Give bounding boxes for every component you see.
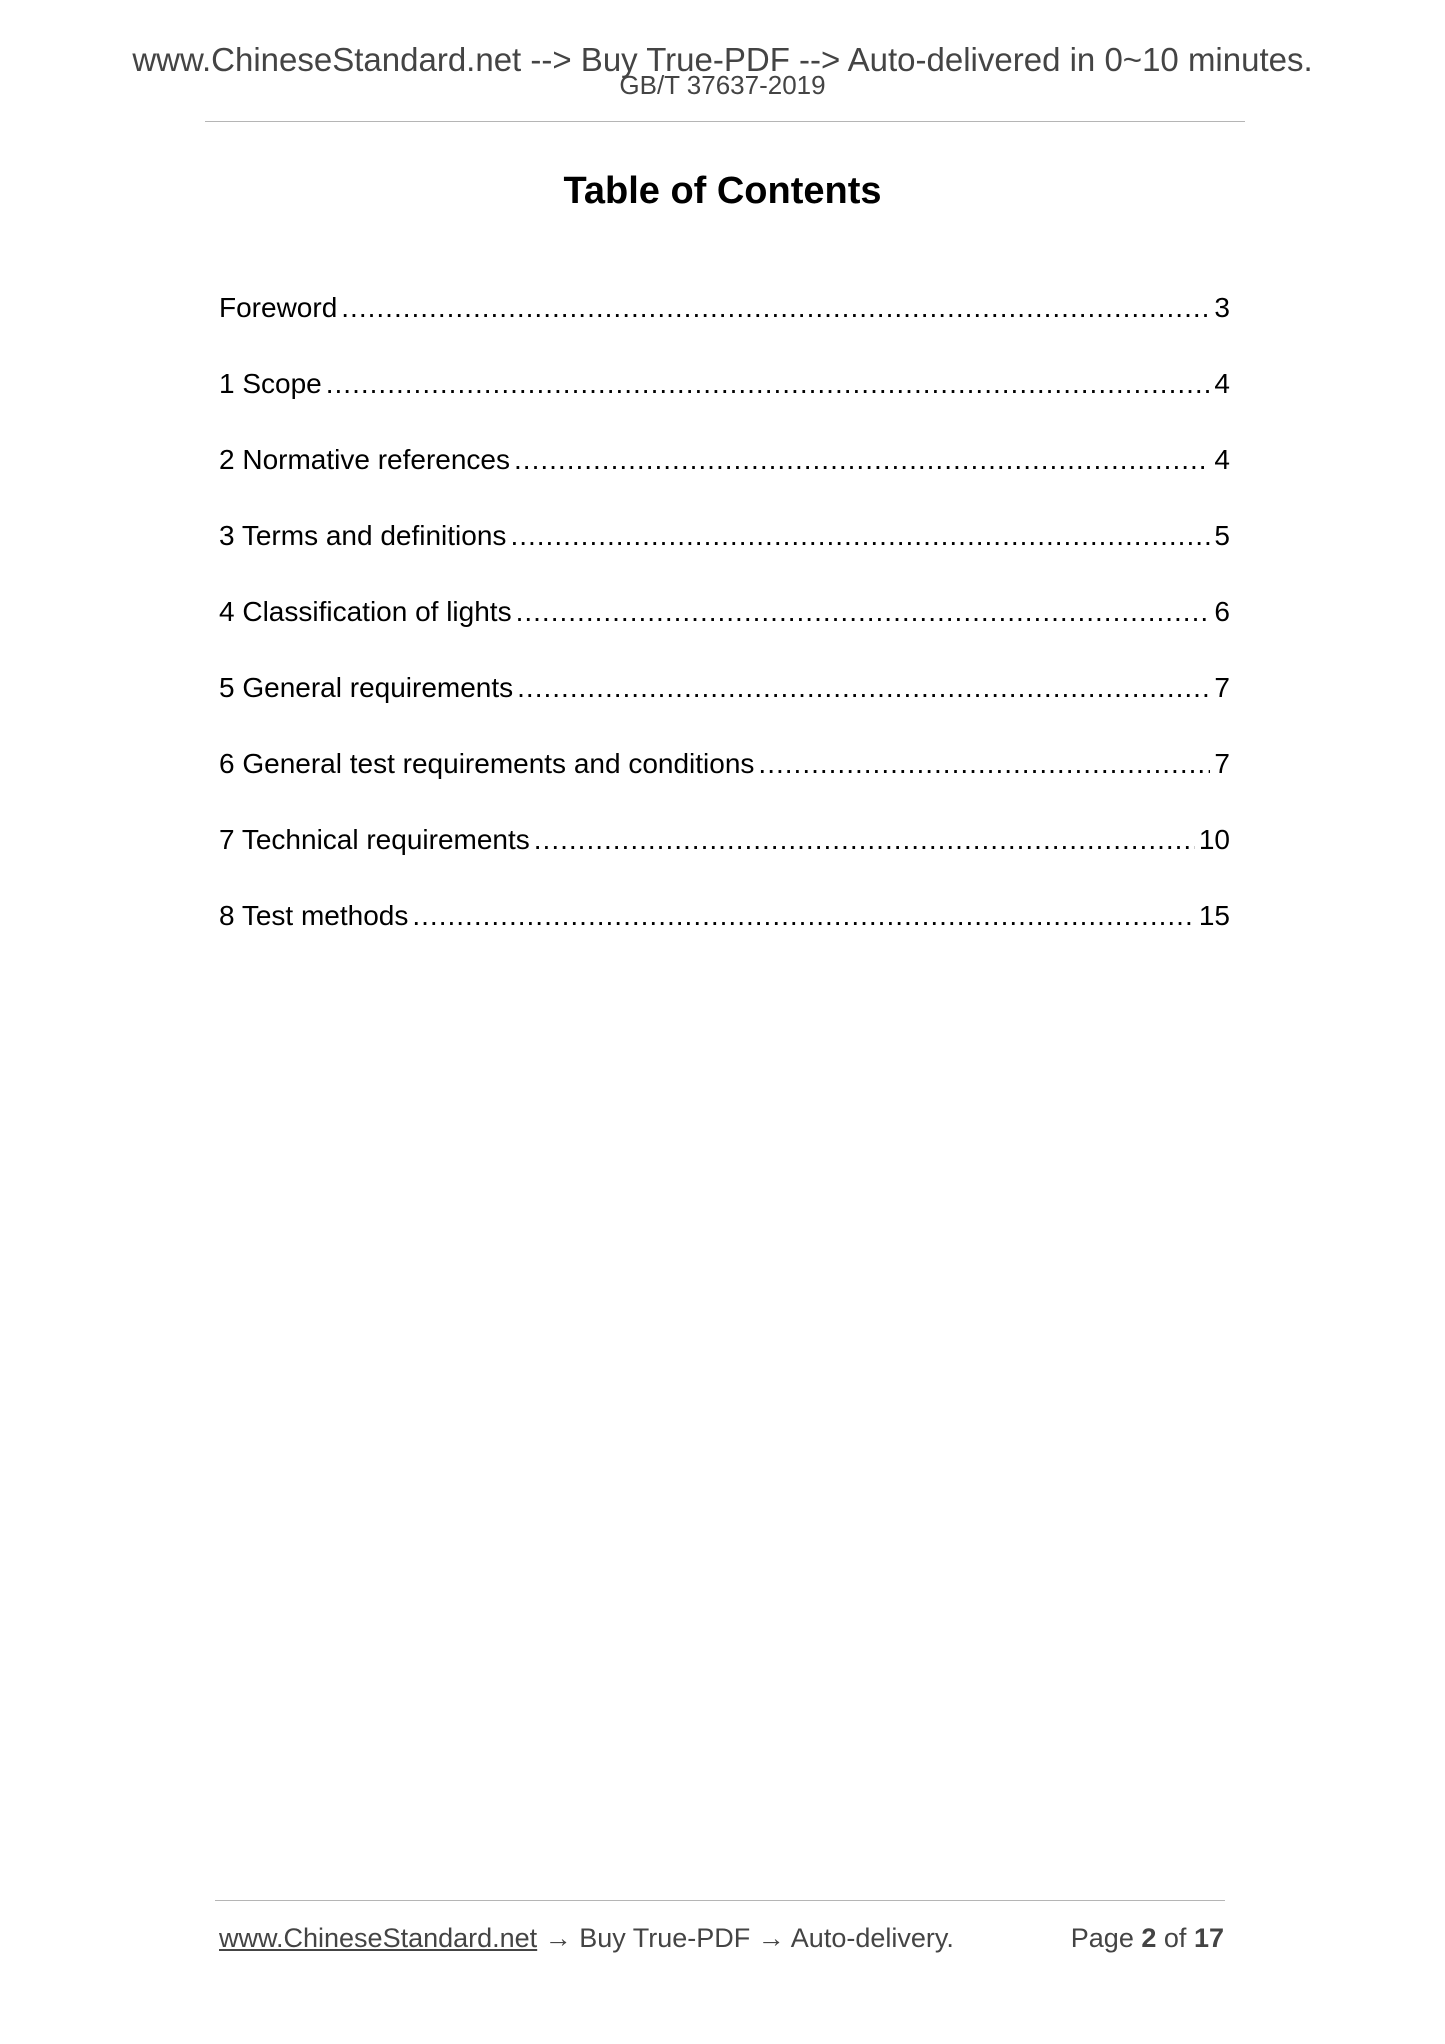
toc-entry-test-methods[interactable] bbox=[219, 896, 1230, 972]
right-arrow-icon: → bbox=[544, 1923, 572, 1953]
toc-dot-leader bbox=[758, 744, 1210, 784]
toc-entry-foreword[interactable] bbox=[219, 288, 1230, 364]
toc-entry-general-requirements[interactable] bbox=[219, 668, 1230, 744]
footer-site-link[interactable]: www.ChineseStandard.net bbox=[219, 1923, 538, 1953]
page-current: 2 bbox=[1141, 1923, 1157, 1953]
header-banner: www.ChineseStandard.net --> Buy True-PDF --> Auto-delivered in 0~10 minutes. bbox=[132, 41, 1313, 78]
toc-entry-technical-requirements[interactable] bbox=[219, 820, 1230, 896]
page-total: 17 bbox=[1193, 1923, 1224, 1953]
toc-entry-label: Foreword bbox=[219, 292, 338, 323]
toc-entry-normative-references[interactable] bbox=[219, 440, 1230, 516]
toc-dot-leader bbox=[326, 364, 1211, 404]
toc-entry-classification-of-lights[interactable] bbox=[219, 592, 1230, 668]
right-arrow-icon: → bbox=[757, 1923, 785, 1953]
toc-entry-label: 5 General requirements bbox=[219, 672, 514, 703]
toc-entry-label: 2 Normative references bbox=[219, 444, 511, 475]
toc-entry-terms-and-definitions[interactable] bbox=[219, 516, 1230, 592]
footer-buy-text: Buy True-PDF bbox=[579, 1923, 751, 1953]
toc-entry-label: 3 Terms and definitions bbox=[219, 520, 507, 551]
toc-entry-label: 4 Classification of lights bbox=[219, 596, 512, 627]
toc-dot-leader bbox=[534, 820, 1195, 860]
document-code: GB/T 37637-2019 bbox=[619, 70, 826, 100]
of-word: of bbox=[1163, 1923, 1187, 1953]
toc-dot-leader bbox=[517, 668, 1210, 708]
header-divider bbox=[205, 121, 1245, 122]
page-footer bbox=[219, 1918, 1229, 1958]
toc-dot-leader bbox=[516, 592, 1211, 632]
footer-promo bbox=[219, 1918, 954, 1958]
toc-entry-page: 4 bbox=[1214, 368, 1230, 399]
toc-entry-page: 7 bbox=[1214, 748, 1230, 779]
toc-dot-leader bbox=[412, 896, 1194, 936]
toc-entry-page: 4 bbox=[1214, 444, 1230, 475]
toc-entry-label: 7 Technical requirements bbox=[219, 824, 530, 855]
toc-title: Table of Contents bbox=[563, 170, 882, 212]
toc-entry-page: 6 bbox=[1214, 596, 1230, 627]
toc-entry-page: 5 bbox=[1214, 520, 1230, 551]
toc-entry-scope[interactable] bbox=[219, 364, 1230, 440]
toc-entry-label: 1 Scope bbox=[219, 368, 322, 399]
page-word: Page bbox=[1070, 1923, 1134, 1953]
footer-delivery-text: Auto-delivery. bbox=[790, 1923, 954, 1953]
toc-entry-page: 7 bbox=[1214, 672, 1230, 703]
toc-entry-general-test-requirements[interactable] bbox=[219, 744, 1230, 820]
footer-divider bbox=[215, 1900, 1225, 1901]
toc-entry-page: 3 bbox=[1214, 292, 1230, 323]
toc-entry-label: 8 Test methods bbox=[219, 900, 409, 931]
toc-entry-page: 10 bbox=[1198, 824, 1230, 855]
toc-dot-leader bbox=[514, 440, 1210, 480]
toc-entry-page: 15 bbox=[1198, 900, 1230, 931]
toc-entry-label: 6 General test requirements and conditions bbox=[219, 748, 755, 779]
toc-dot-leader bbox=[510, 516, 1210, 556]
page-number bbox=[1071, 1918, 1224, 1958]
toc-list bbox=[219, 288, 1230, 972]
toc-dot-leader bbox=[341, 288, 1210, 328]
